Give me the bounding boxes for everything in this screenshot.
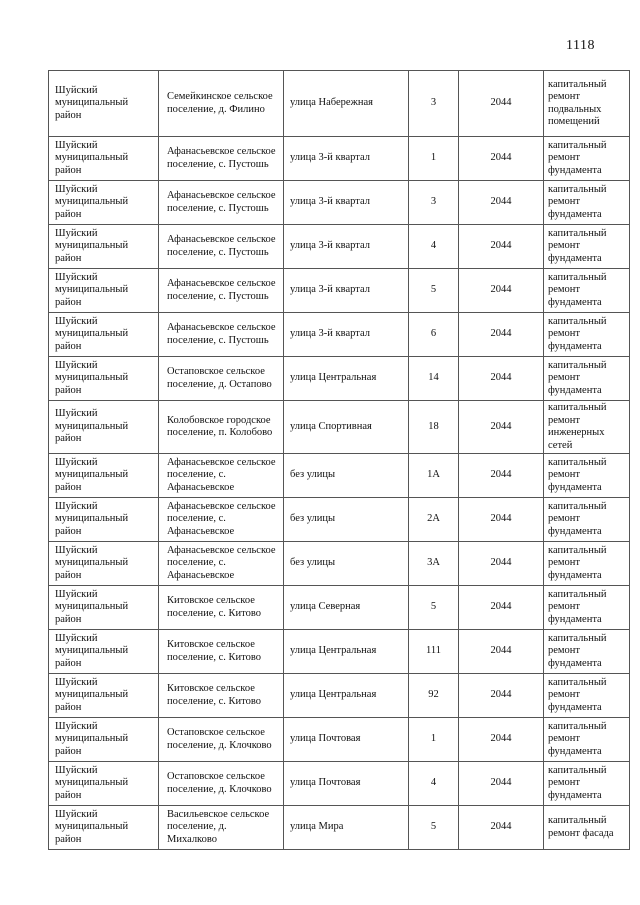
year-cell: 2044 [459, 542, 544, 586]
house-number-cell: 1А [409, 454, 459, 498]
house-number-cell: 18 [409, 401, 459, 454]
table-row [49, 71, 630, 137]
year-cell: 2044 [459, 181, 544, 225]
table-row [49, 542, 630, 586]
street-cell: улица Центральная [284, 357, 409, 401]
year-cell: 2044 [459, 71, 544, 137]
work-type-cell: капитальный ремонт фундамента [544, 313, 630, 357]
year-cell: 2044 [459, 454, 544, 498]
work-type-cell: капитальный ремонт фасада [544, 806, 630, 850]
house-number-cell: 4 [409, 762, 459, 806]
street-cell: улица 3-й квартал [284, 225, 409, 269]
street-cell: улица Почтовая [284, 718, 409, 762]
house-number-cell: 5 [409, 269, 459, 313]
table-row [49, 357, 630, 401]
house-number-cell: 4 [409, 225, 459, 269]
work-type-cell: капитальный ремонт фундамента [544, 357, 630, 401]
settlement-cell: Колобовское городское поселение, п. Колобово [159, 401, 284, 454]
district-cell: Шуйский муниципальный район [49, 401, 159, 454]
district-cell: Шуйский муниципальный район [49, 806, 159, 850]
district-cell: Шуйский муниципальный район [49, 718, 159, 762]
settlement-cell: Афанасьевское сельское поселение, с. Пустошь [159, 225, 284, 269]
street-cell: улица Центральная [284, 630, 409, 674]
work-type-cell: капитальный ремонт инженерных сетей [544, 401, 630, 454]
settlement-cell: Китовское сельское поселение, с. Китово [159, 630, 284, 674]
work-type-cell: капитальный ремонт фундамента [544, 137, 630, 181]
table-row [49, 586, 630, 630]
settlement-cell: Афанасьевское сельское поселение, с. Афанасьевское [159, 542, 284, 586]
settlement-cell: Семейкинское сельское поселение, д. Филино [159, 71, 284, 137]
district-cell: Шуйский муниципальный район [49, 71, 159, 137]
settlement-cell: Остаповское сельское поселение, д. Клочково [159, 718, 284, 762]
year-cell: 2044 [459, 806, 544, 850]
work-type-cell: капитальный ремонт фундамента [544, 454, 630, 498]
table-row [49, 313, 630, 357]
house-number-cell: 3 [409, 181, 459, 225]
district-cell: Шуйский муниципальный район [49, 498, 159, 542]
district-cell: Шуйский муниципальный район [49, 269, 159, 313]
year-cell: 2044 [459, 718, 544, 762]
table-row [49, 269, 630, 313]
settlement-cell: Остаповское сельское поселение, д. Остапово [159, 357, 284, 401]
street-cell: улица Спортивная [284, 401, 409, 454]
house-number-cell: 111 [409, 630, 459, 674]
work-type-cell: капитальный ремонт фундамента [544, 762, 630, 806]
settlement-cell: Афанасьевское сельское поселение, с. Афанасьевское [159, 454, 284, 498]
settlement-cell: Афанасьевское сельское поселение, с. Пустошь [159, 269, 284, 313]
street-cell: без улицы [284, 454, 409, 498]
page-number: 1118 [566, 38, 595, 53]
settlement-cell: Васильевское сельское поселение, д. Михалково [159, 806, 284, 850]
year-cell: 2044 [459, 357, 544, 401]
settlement-cell: Афанасьевское сельское поселение, с. Пустошь [159, 137, 284, 181]
year-cell: 2044 [459, 762, 544, 806]
district-cell: Шуйский муниципальный район [49, 181, 159, 225]
district-cell: Шуйский муниципальный район [49, 762, 159, 806]
settlement-cell: Остаповское сельское поселение, д. Клочково [159, 762, 284, 806]
district-cell: Шуйский муниципальный район [49, 357, 159, 401]
district-cell: Шуйский муниципальный район [49, 630, 159, 674]
table-row [49, 454, 630, 498]
street-cell: улица 3-й квартал [284, 313, 409, 357]
work-type-cell: капитальный ремонт фундамента [544, 718, 630, 762]
district-cell: Шуйский муниципальный район [49, 586, 159, 630]
year-cell: 2044 [459, 586, 544, 630]
house-number-cell: 2А [409, 498, 459, 542]
year-cell: 2044 [459, 630, 544, 674]
house-number-cell: 5 [409, 586, 459, 630]
district-cell: Шуйский муниципальный район [49, 454, 159, 498]
house-number-cell: 5 [409, 806, 459, 850]
year-cell: 2044 [459, 498, 544, 542]
table-row [49, 401, 630, 454]
settlement-cell: Афанасьевское сельское поселение, с. Афанасьевское [159, 498, 284, 542]
work-type-cell: капитальный ремонт фундамента [544, 225, 630, 269]
table-row [49, 225, 630, 269]
year-cell: 2044 [459, 313, 544, 357]
house-number-cell: 3А [409, 542, 459, 586]
house-number-cell: 14 [409, 357, 459, 401]
street-cell: без улицы [284, 542, 409, 586]
work-type-cell: капитальный ремонт фундамента [544, 586, 630, 630]
work-type-cell: капитальный ремонт фундамента [544, 269, 630, 313]
street-cell: без улицы [284, 498, 409, 542]
settlement-cell: Афанасьевское сельское поселение, с. Пустошь [159, 313, 284, 357]
district-cell: Шуйский муниципальный район [49, 137, 159, 181]
house-number-cell: 92 [409, 674, 459, 718]
work-type-cell: капитальный ремонт фундамента [544, 630, 630, 674]
district-cell: Шуйский муниципальный район [49, 313, 159, 357]
work-type-cell: капитальный ремонт фундамента [544, 674, 630, 718]
district-cell: Шуйский муниципальный район [49, 542, 159, 586]
year-cell: 2044 [459, 225, 544, 269]
table-row [49, 718, 630, 762]
year-cell: 2044 [459, 137, 544, 181]
table-row [49, 674, 630, 718]
settlement-cell: Афанасьевское сельское поселение, с. Пустошь [159, 181, 284, 225]
table-row [49, 806, 630, 850]
district-cell: Шуйский муниципальный район [49, 674, 159, 718]
street-cell: улица Мира [284, 806, 409, 850]
settlement-cell: Китовское сельское поселение, с. Китово [159, 586, 284, 630]
street-cell: улица Центральная [284, 674, 409, 718]
repair-schedule-table [48, 70, 630, 850]
street-cell: улица 3-й квартал [284, 137, 409, 181]
year-cell: 2044 [459, 674, 544, 718]
house-number-cell: 3 [409, 71, 459, 137]
street-cell: улица Набережная [284, 71, 409, 137]
table-row [49, 137, 630, 181]
house-number-cell: 6 [409, 313, 459, 357]
street-cell: улица Северная [284, 586, 409, 630]
street-cell: улица 3-й квартал [284, 181, 409, 225]
work-type-cell: капитальный ремонт фундамента [544, 498, 630, 542]
year-cell: 2044 [459, 269, 544, 313]
table-row [49, 498, 630, 542]
table-row [49, 181, 630, 225]
street-cell: улица Почтовая [284, 762, 409, 806]
district-cell: Шуйский муниципальный район [49, 225, 159, 269]
street-cell: улица 3-й квартал [284, 269, 409, 313]
year-cell: 2044 [459, 401, 544, 454]
table-row [49, 762, 630, 806]
work-type-cell: капитальный ремонт фундамента [544, 542, 630, 586]
work-type-cell: капитальный ремонт подвальных помещений [544, 71, 630, 137]
table-row [49, 630, 630, 674]
house-number-cell: 1 [409, 137, 459, 181]
house-number-cell: 1 [409, 718, 459, 762]
work-type-cell: капитальный ремонт фундамента [544, 181, 630, 225]
settlement-cell: Китовское сельское поселение, с. Китово [159, 674, 284, 718]
